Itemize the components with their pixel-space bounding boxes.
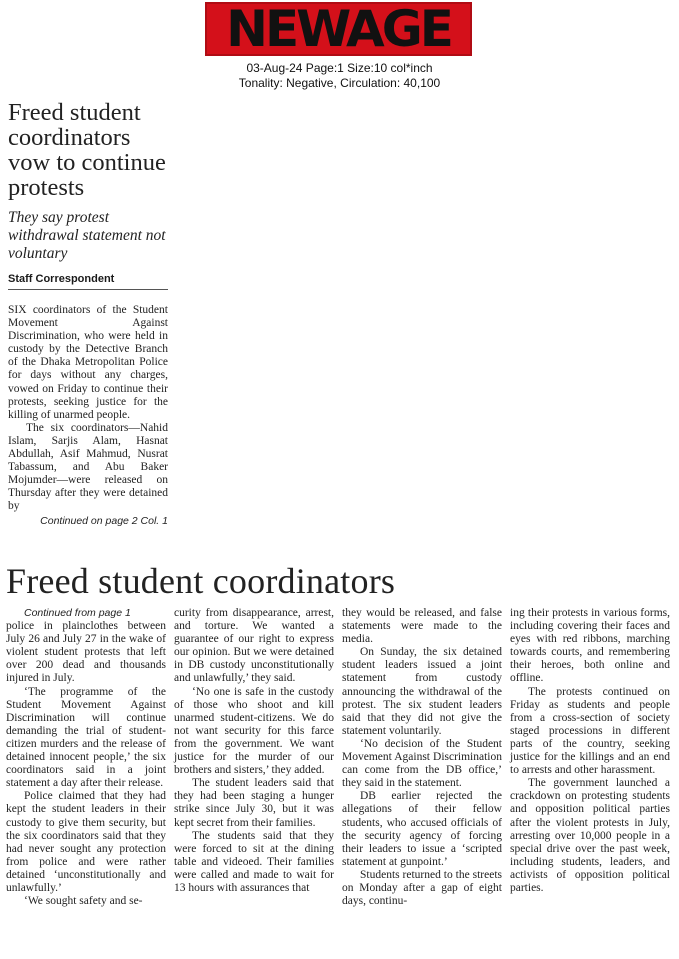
- newspaper-logo: [205, 2, 472, 56]
- paragraph: ‘No decision of the Student Movement Against Discrimination can come from the DB office,’ they said in the statement.: [342, 737, 502, 790]
- byline: Staff Correspondent: [8, 273, 168, 290]
- front-page-story: [8, 100, 168, 527]
- front-page-body: [8, 304, 168, 514]
- continuation-column-1: [6, 607, 166, 908]
- paragraph: The protests continued on Friday as students and people from a cross-section of society staged processions in different parts of the country, seeking justice for the killings and an end to arrests and other harassment.: [510, 685, 670, 777]
- continuation-headline: Freed student coordinators: [6, 561, 396, 601]
- paragraph: SIX coordinators of the Student Movement Against Discrimination, who were held in custody by the Detective Branch of the Dhaka Metropolitan Police for days without any charges, vowed on Friday to continue their protests, seeking justice for the killing of unarmed people.: [8, 304, 168, 421]
- paragraph: The student leaders said that they had been staging a hunger strike since July 30, but it was kept secret from their families.: [174, 777, 334, 829]
- clipping-meta-tonality: Tonality: Negative, Circulation: 40,100: [238, 76, 441, 90]
- clipping-meta-date-size: 03-Aug-24 Page:1 Size:10 col*inch: [246, 61, 433, 75]
- paragraph: On Sunday, the six detained student leaders issued a joint statement from custody announcing the withdrawal of the protest. The six student leaders said that they did not give the statement voluntarily.: [342, 646, 502, 737]
- paragraph: ‘The programme of the Student Movement Against Discrimination will continue demanding the trial of student-citizen murders and the release of detained innocent people,’ the six coordinators said in a joint statement a day after their release.: [6, 685, 166, 790]
- paragraph: Police claimed that they had kept the student leaders in their custody to give them security, but the six coordinators said that they had never sought any protection from police and were rather detained ‘unconstitutionally and unlawfully.’: [6, 790, 166, 894]
- paragraph: ‘We sought safety and se-: [24, 895, 143, 908]
- paragraph: DB earlier rejected the allegations of their fellow students, who accused officials of the security agency of forcing their leaders to issue a ‘scripted statement at gunpoint.’: [342, 790, 502, 868]
- front-page-deck: They say protest withdrawal statement not voluntary: [8, 209, 166, 262]
- jump-line: Continued on page 2 Col. 1: [40, 514, 168, 527]
- continuation-column-3: [342, 607, 502, 908]
- continuation-column-2: [174, 607, 334, 895]
- paragraph: Students returned to the streets on Monday after a gap of eight days, continu-: [342, 868, 502, 908]
- continued-from-label: Continued from page 1: [24, 607, 131, 619]
- paragraph: The six coordinators—Nahid Islam, Sarjis Alam, Hasnat Abdullah, Asif Mahmud, Nusrat Tabassum, and Abu Baker Mojumder—were released on Thursday after they were detained by: [8, 421, 168, 513]
- continuation-column-4: [510, 607, 670, 895]
- paragraph: The students said that they were forced to sit at the dining table and videoed. Their families were called and made to wait for 13 hours with assurances that: [174, 829, 334, 894]
- paragraph: police in plainclothes between July 26 and July 27 in the wake of violent student protests that left over 200 dead and thousands injured in July.: [6, 620, 166, 685]
- paragraph: The government launched a crackdown on protesting students and opposition political parties after the violent protests in July, arresting over 10,000 people in a special drive over the past week, including students, leaders, and activists of opposition political parties.: [510, 777, 670, 894]
- logo-text: NEWAGE: [226, 0, 451, 58]
- paragraph: curity from disappearance, arrest, and torture. We wanted a guarantee of our right to express our opinion. But we were detained in DB custody unconstitutionally and unlawfully,’ they said.: [174, 607, 334, 685]
- paragraph: ‘No one is safe in the custody of those who shoot and kill unarmed student-citizens. We do not want security for this farce from the government. We want justice for the murder of our brothers and sisters,’ they added.: [174, 685, 334, 777]
- paragraph: they would be released, and false statements were made to the media.: [342, 607, 502, 646]
- front-page-headline: Freed student coordinators vow to continue protests: [8, 99, 166, 201]
- paragraph: ing their protests in various forms, including covering their faces and eyes with red ribbons, marching towards courts, and remembering their heroes, both online and offline.: [510, 607, 670, 685]
